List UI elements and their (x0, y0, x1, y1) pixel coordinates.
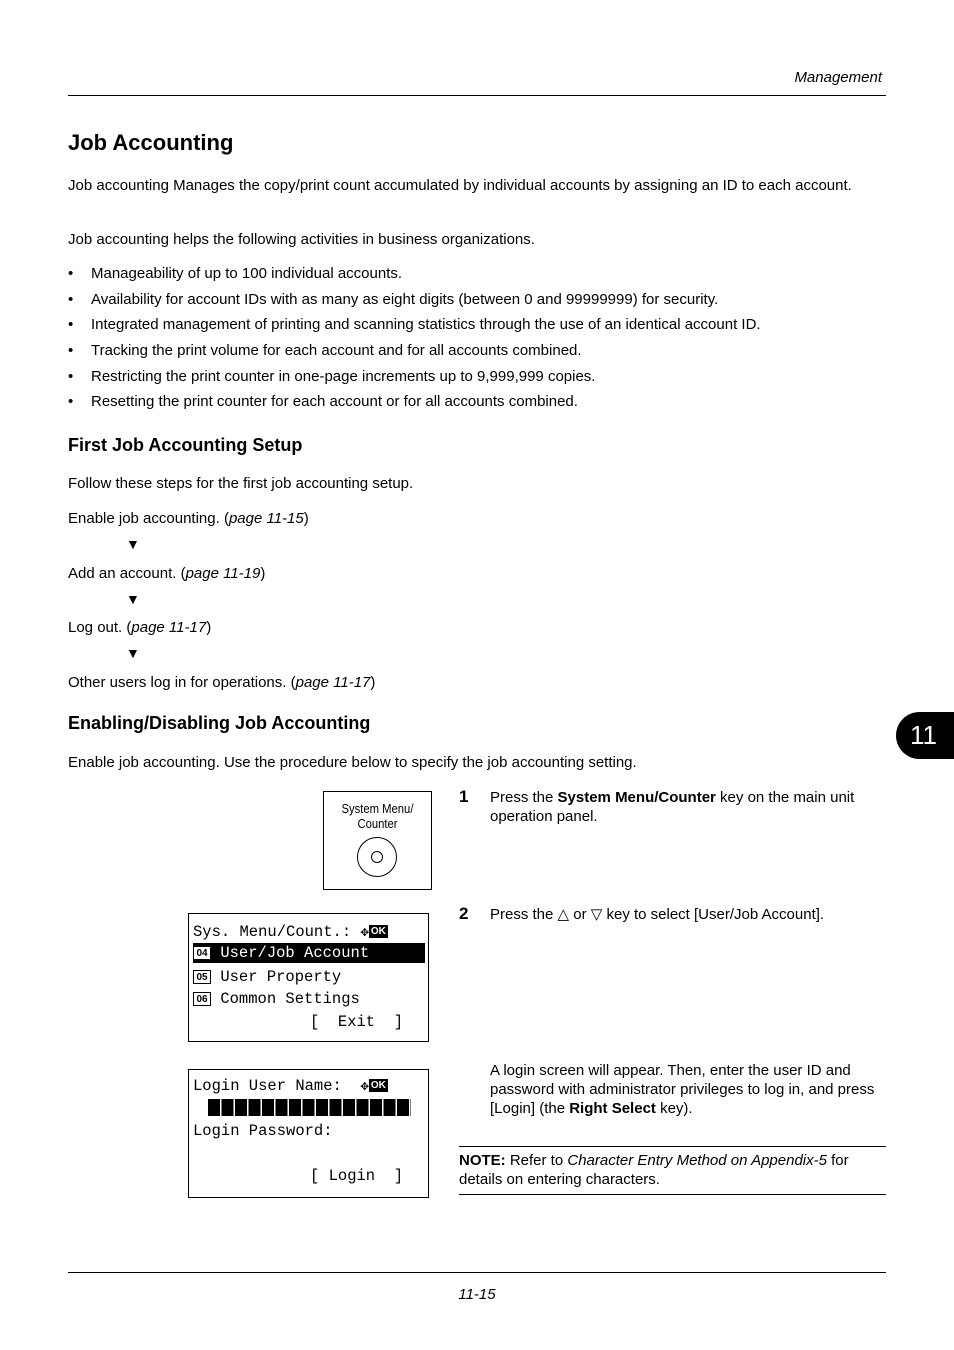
page-title: Job Accounting (68, 130, 234, 155)
page-number: 11-15 (458, 1286, 496, 1303)
page-reference[interactable]: page 11-17 (295, 674, 371, 691)
step-number: 2 (459, 904, 469, 923)
flow-step: Other users log in for operations. (page 11-17) (68, 674, 376, 691)
menu-item-user-job-account[interactable]: 04 User/Job Account (193, 943, 425, 963)
lcd-system-menu (188, 913, 429, 1042)
list-item: • Integrated management of printing and scanning statistics through the use of an identical account ID. (68, 315, 761, 341)
flow-step: Add an account. (page 11-19) (68, 565, 266, 582)
flow-arrow: ▼ (126, 645, 140, 661)
key-label: System Menu/ Counter (341, 802, 414, 831)
up-arrow-icon: △ (557, 906, 570, 923)
lcd-title: Sys. Menu/Count.: ✥ OK (193, 923, 386, 941)
setup-intro: Follow these steps for the first job accounting setup. (68, 475, 414, 492)
exit-softkey[interactable]: [ Exit ] (310, 1013, 404, 1031)
section-heading-enabling: Enabling/Disabling Job Accounting (68, 713, 371, 733)
login-user-name-label: Login User Name: ✥ OK (193, 1077, 386, 1095)
running-header: Management (794, 69, 882, 86)
menu-item-common-settings[interactable]: 06 Common Settings (193, 989, 360, 1009)
step-text: Press the System Menu/Counter key on the main unit operation panel. (490, 789, 855, 825)
down-arrow-icon: ▽ (590, 906, 603, 923)
note-box: NOTE: Refer to Character Entry Method on Appendix-5 for details on entering characters. (459, 1146, 886, 1195)
enabling-intro: Enable job accounting. Use the procedure below to specify the job accounting setting. (68, 754, 637, 771)
navigation-icon: ✥ (360, 1079, 369, 1095)
ok-icon: OK (370, 1080, 386, 1091)
step-text: Press the △ or ▽ key to select [User/Job Account]. (490, 906, 825, 923)
key-button-icon (357, 837, 397, 877)
intro-paragraph-2: Job accounting helps the following activities in business organizations. (68, 231, 535, 248)
page-reference[interactable]: page 11-19 (185, 565, 261, 582)
step-number: 1 (459, 787, 469, 806)
page-reference[interactable]: page 11-15 (228, 510, 304, 527)
login-password-label: Login Password: (193, 1122, 333, 1140)
login-softkey[interactable]: [ Login ] (310, 1167, 404, 1185)
flow-step: Enable job accounting. (page 11-15) (68, 510, 309, 527)
flow-step: Log out. (page 11-17) (68, 619, 212, 636)
lcd-login-screen (188, 1069, 429, 1198)
user-name-input[interactable] (208, 1099, 411, 1116)
list-item: • Restricting the print counter in one-page increments up to 9,999,999 copies. (68, 367, 761, 393)
list-item: • Availability for account IDs with as many as eight digits (between 0 and 99999999) for security. (68, 290, 761, 316)
ok-icon: OK (370, 926, 386, 937)
footer-rule (68, 1272, 886, 1273)
system-menu-counter-key (323, 791, 432, 890)
menu-item-user-property[interactable]: 05 User Property (193, 967, 341, 987)
list-item: • Manageability of up to 100 individual accounts. (68, 264, 761, 290)
header-rule (68, 95, 886, 96)
list-item: • Tracking the print volume for each account and for all accounts combined. (68, 341, 761, 367)
list-item: • Resetting the print counter for each account or for all accounts combined. (68, 392, 761, 418)
flow-arrow: ▼ (126, 536, 140, 552)
page-reference[interactable]: page 11-17 (131, 619, 207, 636)
intro-paragraph-1: Job accounting Manages the copy/print count accumulated by individual accounts by assigning an ID to each account. (68, 177, 852, 194)
step-text: A login screen will appear. Then, enter the user ID and password with administrator privileges to log in, and press [Login] (the Right Select key). (490, 1062, 875, 1117)
navigation-icon: ✥ (360, 925, 369, 941)
feature-list (68, 264, 761, 418)
chapter-tab: 11 (896, 712, 954, 759)
section-heading-setup: First Job Accounting Setup (68, 435, 303, 455)
flow-arrow: ▼ (126, 591, 140, 607)
